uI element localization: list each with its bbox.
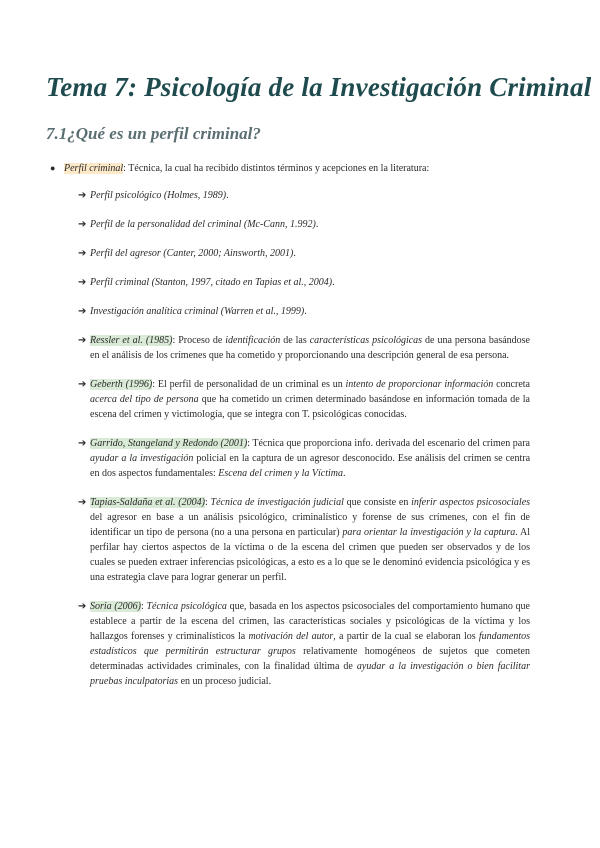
list-item: ➔ Tapias-Saldaña et al. (2004): Técnica de investigación judicial que consiste en inferir aspectos psicosociales del agresor en base a un análisis psicológico, criminalístico y forense de sus crímenes, con el fin de identificar un tipo de persona (no a una persona en particular) para orientar la investigación y la captura. Al perfilar hay ciertos aspectos de la víctima o de la escena del crimen que pueden ser observados y de los cuales se pueden extraer inferencias psicológicas, a esto es a lo que se le denominó evidencia psicológica y es una estrategia clave para lograr generar un perfil. bbox=[78, 497, 531, 583]
section-heading: 7.1¿Qué es un perfil criminal? bbox=[46, 124, 261, 143]
reference: Perfil del agresor (Canter, 2000; Ainsworth, 2001) bbox=[90, 248, 294, 259]
arrow-icon: ➔ bbox=[78, 438, 87, 449]
content-body bbox=[50, 161, 530, 703]
definition-list bbox=[50, 188, 530, 689]
arrow-icon: ➔ bbox=[78, 277, 87, 288]
arrow-icon: ➔ bbox=[78, 219, 87, 230]
reference: Geberth (1996) bbox=[90, 379, 153, 390]
bullet-item bbox=[50, 161, 530, 176]
bullet-text: Perfil criminal: Técnica, la cual ha recibido distintos términos y acepciones en la literatura: bbox=[64, 163, 430, 174]
arrow-icon: ➔ bbox=[78, 379, 87, 390]
list-item: ➔ Perfil de la personalidad del criminal (Mc-Cann, 1.992). bbox=[78, 219, 319, 230]
arrow-icon: ➔ bbox=[78, 248, 87, 259]
reference: Garrido, Stangeland y Redondo (2001) bbox=[90, 438, 248, 449]
list-item: ➔ Ressler et al. (1985): Proceso de identificación de las características psicológicas de una persona basándose en el análisis de los crímenes que ha cometido y proporcionando una descripción general de esa persona. bbox=[78, 335, 530, 361]
arrow-icon: ➔ bbox=[78, 335, 87, 346]
list-item: ➔ Perfil criminal (Stanton, 1997, citado en Tapias et al., 2004). bbox=[78, 277, 335, 288]
list-item: ➔ Soria (2006): Técnica psicológica que, basada en los aspectos psicosociales del comportamiento humano que establece a partir de la escena del crimen, las características sociales y psicológicas de la víctima y los hallazgos forenses y criminalísticos la motivación del autor, a partir de la cual se elaboran los fundamentos estadísticos que permitirán estructurar grupos relativamente homogéneos de sujetos que cometen determinadas actividades criminales, con la finalidad última de ayudar a la investigación o bien facilitar pruebas inculpatorias en un proceso judicial. bbox=[78, 601, 530, 687]
reference: Perfil de la personalidad del criminal (Mc-Cann, 1.992) bbox=[90, 219, 316, 230]
reference: Perfil psicológico (Holmes, 1989) bbox=[90, 190, 227, 201]
reference: Perfil criminal (Stanton, 1997, citado en Tapias et al., 2004) bbox=[90, 277, 333, 288]
list-item: ➔ Perfil psicológico (Holmes, 1989). bbox=[78, 190, 229, 201]
list-item: ➔ Perfil del agresor (Canter, 2000; Ainsworth, 2001). bbox=[78, 248, 296, 259]
highlighted-term: Perfil criminal bbox=[64, 163, 124, 174]
arrow-icon: ➔ bbox=[78, 601, 87, 612]
arrow-icon: ➔ bbox=[78, 497, 87, 508]
arrow-icon: ➔ bbox=[78, 190, 87, 201]
reference: Tapias-Saldaña et al. (2004) bbox=[90, 497, 205, 508]
list-item: ➔ Investigación analítica criminal (Warren et al., 1999). bbox=[78, 306, 307, 317]
bullet-icon: ● bbox=[50, 163, 56, 173]
list-item: ➔ Geberth (1996): El perfil de personalidad de un criminal es un intento de proporcionar información concreta acerca del tipo de persona que ha cometido un crimen determinado basándose en información tomada de la escena del crimen y victimología, que se integra con T. psicológicas conocidas. bbox=[78, 379, 530, 420]
arrow-icon: ➔ bbox=[78, 306, 87, 317]
reference: Soria (2006) bbox=[90, 601, 142, 612]
reference: Investigación analítica criminal (Warren et al., 1999) bbox=[90, 306, 305, 317]
reference: Ressler et al. (1985) bbox=[90, 335, 173, 346]
page-title: Tema 7: Psicología de la Investigación Criminal bbox=[46, 72, 592, 102]
list-item: ➔ Garrido, Stangeland y Redondo (2001): Técnica que proporciona info. derivada del escenario del crimen para ayudar a la investigación policial en la captura de un agresor desconocido. Ese análisis del crimen se centra en dos aspectos fundamentales: Escena del crimen y la Víctima. bbox=[78, 438, 531, 479]
